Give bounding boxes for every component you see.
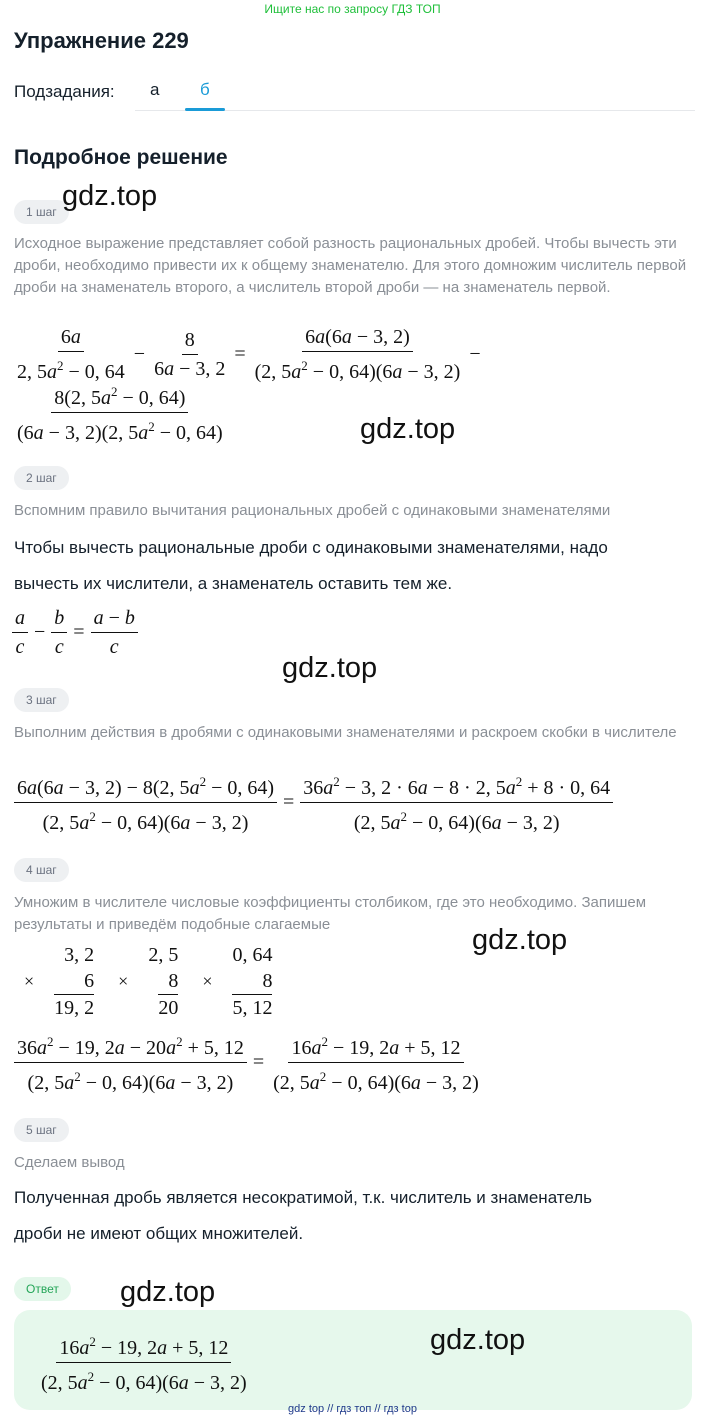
fraction: $\frac{8(2, 5a^2 - 0, 64)}{(6a - 3, 2)(2, 5a^2 - 0, 64)}$ [14, 380, 226, 445]
subtasks-label: Подзадания: [14, 82, 115, 101]
step-5-badge: 5 шаг [14, 1118, 69, 1142]
conclusion-line2: дроби не имеют общих множителей. [14, 1224, 304, 1243]
step-1-formula-line1: $\frac{6a}{2, 5a^2 - 0, 64}$ − $\frac{8}{6a - 3, 2}$ = $\frac{6a(6a - 3, 2)}{(2, 5a^2 - 0, 64)(6a - 3, 2)}$ − [14, 325, 487, 384]
column-multiplications [14, 942, 272, 1021]
step-4-badge: 4 шаг [14, 858, 69, 882]
step-2-text: Вспомним правило вычитания рациональных дробей с одинаковыми знаменателями [14, 502, 611, 519]
step-4-text: Умножим в числителе числовые коэффициенты столбиком, где это необходимо. Запишем результаты и приведём подобные слагаемые [14, 894, 647, 933]
step-3-badge: 3 шаг [14, 688, 69, 712]
watermark: gdz.top [472, 924, 568, 956]
step-1-badge: 1 шаг [14, 200, 69, 224]
fraction: $\frac{16a^2 - 19, 2a + 5, 12}{(2, 5a^2 - 0, 64)(6a - 3, 2)}$ [38, 1330, 250, 1395]
conclusion-line1: Полученная дробь является несократимой, т.к. числитель и знаменатель [14, 1188, 593, 1207]
tab-a[interactable]: а [150, 80, 160, 99]
step-2-formula: $\frac{a}{c}$ − $\frac{b}{c}$ = $\frac{a - b}{c}$ [12, 606, 138, 659]
watermark: gdz.top [430, 1324, 526, 1356]
fraction: $\frac{a}{c}$ [12, 606, 28, 659]
fraction: $\frac{a - b}{c}$ [91, 606, 138, 659]
step-1-formula-line2 [14, 380, 226, 445]
page-title: Упражнение 229 [14, 28, 189, 53]
column-multiplication: × 2, 5 8 20 [118, 944, 179, 1019]
step-2-rule-line2: вычесть их числители, а знаменатель оставить тем же. [14, 574, 453, 593]
footer-links[interactable]: gdz top // гдз топ // гдз top [288, 1403, 417, 1415]
fraction: $\frac{36a^2 - 19, 2a - 20a^2 + 5, 12}{(2, 5a^2 - 0, 64)(6a - 3, 2)}$ [14, 1030, 247, 1095]
column-multiplication: × 3, 2 6 19, 2 [24, 944, 95, 1019]
step-1-text: Исходное выражение представляет собой разность рациональных дробей. Чтобы вычесть эти дроби, необходимо привести их к общему знаменателю. Для этого домножим числитель первой дроби на знаменатель второго, а числитель второй дроби — на знаменатель первой. [14, 235, 687, 296]
step-4-formula: $\frac{36a^2 - 19, 2a - 20a^2 + 5, 12}{(2, 5a^2 - 0, 64)(6a - 3, 2)}$ = $\frac{16a^2 - 19, 2a + 5, 12}{(2, 5a^2 - 0, 64)(6a - 3, 2)}$ [14, 1030, 482, 1095]
watermark: gdz.top [62, 180, 158, 212]
fraction: $\frac{6a(6a - 3, 2) - 8(2, 5a^2 - 0, 64)}{(2, 5a^2 - 0, 64)(6a - 3, 2)}$ [14, 770, 277, 835]
active-tab-indicator [185, 108, 225, 111]
fraction: $\frac{6a}{2, 5a^2 - 0, 64}$ [17, 326, 125, 383]
fraction: $\frac{b}{c}$ [51, 606, 67, 659]
fraction: $\frac{36a^2 - 3, 2 \cdot 6a - 8 \cdot 2, 5a^2 + 8 \cdot 0, 64}{(2, 5a^2 - 0, 64)(6a - 3, 2)}$ [300, 770, 613, 835]
step-3-text: Выполним действия в дробями с одинаковыми знаменателями и раскроем скобки в числителе [14, 724, 677, 741]
fraction: $\frac{8}{6a - 3, 2}$ [154, 329, 226, 380]
step-2-badge: 2 шаг [14, 466, 69, 490]
step-5-text: Сделаем вывод [14, 1154, 125, 1171]
fraction: $\frac{6a(6a - 3, 2)}{(2, 5a^2 - 0, 64)(6a - 3, 2)}$ [254, 326, 461, 383]
watermark: gdz.top [360, 413, 456, 445]
watermark: gdz.top [282, 652, 378, 684]
solution-heading: Подробное решение [14, 146, 228, 169]
search-banner[interactable]: Ищите нас по запросу ГДЗ ТОП [264, 2, 441, 16]
answer-badge: Ответ [14, 1277, 71, 1301]
step-3-formula: $\frac{6a(6a - 3, 2) - 8(2, 5a^2 - 0, 64)}{(2, 5a^2 - 0, 64)(6a - 3, 2)}$ = $\frac{36a^2 - 3, 2 \cdot 6a - 8 \cdot 2, 5a^2 + 8 \cdot 0, 64}{(2, 5a^2 - 0, 64)(6a - 3, 2)}$ [14, 770, 613, 835]
step-2-rule-line1: Чтобы вычесть рациональные дроби с одинаковыми знаменателями, надо [14, 538, 608, 557]
fraction: $\frac{16a^2 - 19, 2a + 5, 12}{(2, 5a^2 - 0, 64)(6a - 3, 2)}$ [270, 1030, 482, 1095]
answer-formula [38, 1330, 250, 1395]
watermark: gdz.top [120, 1276, 216, 1308]
tab-b[interactable]: б [200, 80, 210, 99]
column-multiplication: × 0, 64 8 5, 12 [202, 944, 273, 1019]
